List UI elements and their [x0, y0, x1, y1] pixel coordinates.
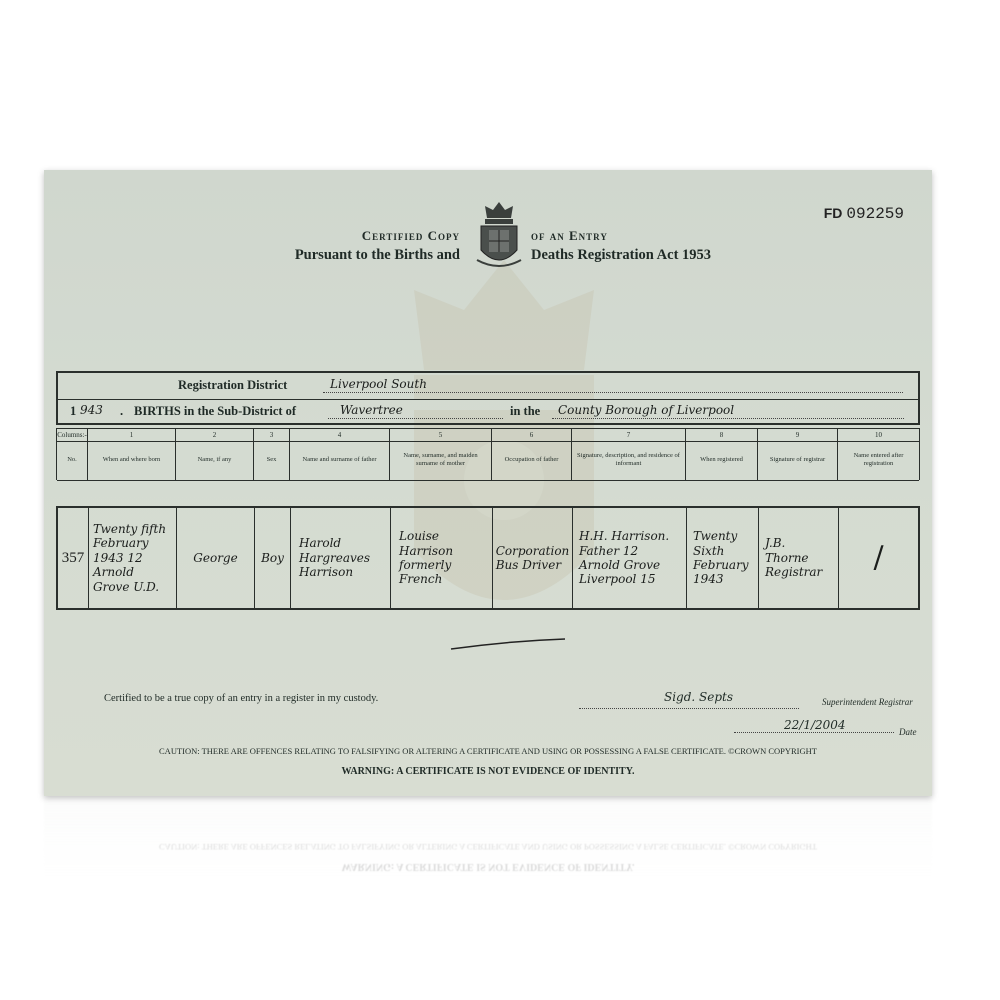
district-label: Registration District	[178, 378, 288, 392]
serial-number: FD 092259	[823, 205, 904, 223]
column-title-occupation: Occupation of father	[491, 440, 571, 480]
column-title-when-registered: When registered	[685, 440, 757, 480]
birth-certificate	[44, 170, 932, 796]
reflection-warning: WARNING: A CERTIFICATE IS NOT EVIDENCE OF IDENTITY.	[341, 861, 635, 872]
header-left	[200, 228, 460, 264]
columns-label: Columns:-	[57, 431, 87, 439]
date-line	[734, 732, 894, 733]
royal-crest-icon	[471, 200, 527, 272]
column-number: 7	[571, 429, 685, 441]
subdistrict-row: 1 943 . BIRTHS in the Sub-District of Wavertree in the County Borough of Liverpool	[58, 399, 918, 425]
column-titles-row	[57, 440, 919, 481]
year-value: 943	[80, 403, 103, 417]
column-number: 2	[175, 429, 253, 441]
column-title-no: No.	[67, 455, 77, 463]
column-number: 1	[87, 429, 175, 441]
county-line	[552, 417, 904, 419]
column-number: 6	[491, 429, 571, 441]
column-title-sex: Sex	[253, 440, 289, 480]
certified-copy-heading: Certified Copy	[361, 228, 460, 243]
deaths-act-heading: Deaths Registration Act 1953	[531, 247, 712, 263]
certificate-reflection	[44, 798, 932, 878]
column-title-after-registration: Name entered after registration	[837, 440, 919, 480]
column-title-informant: Signature, description, and residence of informant	[571, 440, 685, 480]
date-value: 22/1/2004	[784, 718, 846, 732]
entry-when-registered: Twenty Sixth February 1943	[686, 508, 758, 608]
signature-line	[579, 708, 799, 709]
births-label: BIRTHS in the Sub-District of	[134, 404, 297, 418]
column-title-father: Name and surname of father	[289, 440, 389, 480]
district-line	[323, 391, 903, 393]
column-number: 5	[389, 429, 491, 441]
entry-mother: Louise Harrison formerly French	[390, 508, 492, 608]
pen-stroke	[449, 635, 569, 655]
subdistrict-line	[328, 417, 503, 419]
of-entry-heading: of an Entry	[531, 228, 608, 243]
entry-name: George	[176, 508, 254, 608]
registration-box	[56, 371, 920, 425]
entry-when-where: Twenty fifth February 1943 12 Arnold Grove U.D.	[88, 508, 176, 608]
entry-sex: Boy	[254, 508, 290, 608]
column-number: 8	[685, 429, 757, 441]
registration-district-row	[58, 373, 918, 400]
column-title-name: Name, if any	[175, 440, 253, 480]
header-right	[531, 228, 791, 264]
column-number: 3	[253, 429, 289, 441]
reflection-caution: CAUTION: THERE ARE OFFENCES RELATING TO FALSIFYING OR ALTERING A CERTIFICATE AND USING OR POSSESSING A FALSE CERTIFICATE. ©CROWN COPYRIGHT	[159, 842, 817, 852]
year-prefix: 1	[70, 404, 77, 418]
superintendent-label: Superintendent Registrar	[822, 697, 913, 707]
district-value: Liverpool South	[330, 377, 427, 391]
pursuant-heading: Pursuant to the Births and	[294, 247, 460, 263]
subdistrict-value: Wavertree	[340, 403, 403, 417]
column-number: 10	[837, 429, 919, 441]
entry-occupation: Corporation Bus Driver	[492, 508, 572, 608]
certified-statement: Certified to be a true copy of an entry in a register in my custody.	[104, 693, 379, 704]
warning-text: WARNING: A CERTIFICATE IS NOT EVIDENCE OF IDENTITY.	[341, 766, 635, 777]
entry-row	[56, 506, 920, 610]
caution-text: CAUTION: THERE ARE OFFENCES RELATING TO FALSIFYING OR ALTERING A CERTIFICATE AND USING OR POSSESSING A FALSE CERTIFICATE. ©CROWN COPYRIGHT	[159, 746, 817, 756]
column-title-when-where: When and where born	[87, 440, 175, 480]
superintendent-signature: Sigd. Septs	[664, 690, 734, 704]
column-title-registrar: Signature of registrar	[757, 440, 837, 480]
entry-informant: H.H. Harrison. Father 12 Arnold Grove Liverpool 15	[572, 508, 686, 608]
entry-number: 357	[61, 550, 85, 566]
entry-after-registration: /	[838, 508, 918, 608]
entry-registrar: J.B. Thorne Registrar	[758, 508, 838, 608]
county-value: County Borough of Liverpool	[558, 403, 735, 417]
column-title-mother: Name, surname, and maiden surname of mother	[389, 440, 491, 480]
column-number: 9	[757, 429, 837, 441]
column-headers	[56, 428, 920, 480]
in-the-label: in the	[510, 404, 541, 418]
entry-father: Harold Hargreaves Harrison	[290, 508, 390, 608]
column-number: 4	[289, 429, 389, 441]
date-label: Date	[899, 727, 917, 737]
